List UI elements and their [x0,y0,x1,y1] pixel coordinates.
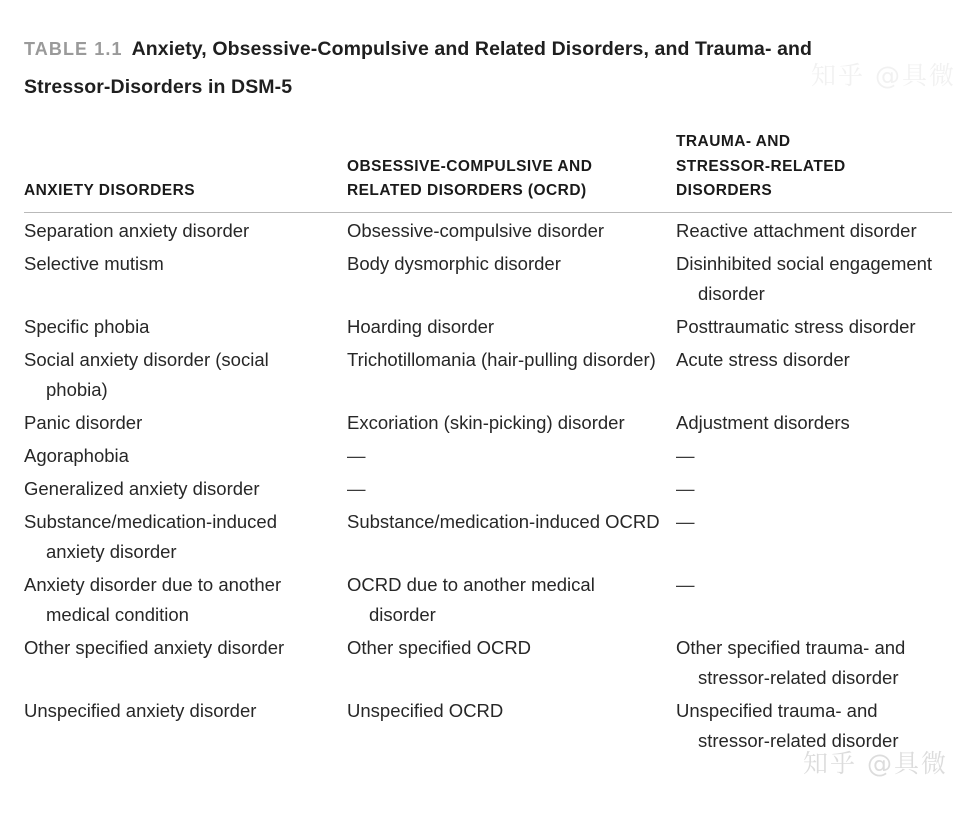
column-header-ocrd-line-1: OBSESSIVE-COMPULSIVE AND [347,157,593,175]
cell-text: Disinhibited social engagement disorder [676,252,933,304]
cell-text: Unspecified trauma- and stressor-related disorder [676,699,899,751]
cell-text: — [347,444,366,466]
table-row [24,630,952,693]
cell-trauma [676,246,952,309]
cell-trauma [676,504,952,567]
cell-ocrd [347,212,676,246]
cell-text: Generalized anxiety disorder [24,477,260,499]
cell-ocrd [347,342,676,405]
column-header-anxiety-disorders [24,130,347,212]
cell-text: Selective mutism [24,252,164,274]
cell-ocrd [347,405,676,438]
cell-anxiety [24,246,347,309]
watermark-bottom: 知乎 @具微 [803,749,948,778]
cell-text: — [676,477,695,499]
table-row [24,693,952,756]
table-header-row [24,130,952,212]
cell-ocrd [347,471,676,504]
cell-trauma [676,438,952,471]
cell-trauma [676,630,952,693]
cell-text: — [676,573,695,595]
cell-text: Excoriation (skin-picking) disorder [347,411,625,433]
cell-text: Unspecified anxiety disorder [24,699,257,721]
table-row [24,246,952,309]
cell-text: Panic disorder [24,411,143,433]
cell-ocrd [347,309,676,342]
table-row [24,405,952,438]
table-row [24,567,952,630]
cell-text: Trichotillomania (hair-pulling disorder) [347,348,656,370]
table-row [24,212,952,246]
table-caption-text: Anxiety, Obsessive-Compulsive and Related Disorders, and Trauma- and Stressor-Disorders in DSM-5 [24,38,813,98]
cell-text: Other specified OCRD [347,636,532,658]
table-row [24,471,952,504]
cell-text: Anxiety disorder due to another medical condition [24,573,282,625]
table-row [24,438,952,471]
cell-text: — [676,510,695,532]
cell-anxiety [24,630,347,693]
cell-text: Specific phobia [24,315,150,337]
cell-anxiety [24,471,347,504]
cell-trauma [676,567,952,630]
cell-trauma [676,405,952,438]
cell-text: Posttraumatic stress disorder [676,315,916,337]
cell-text: Acute stress disorder [676,348,850,370]
dsm5-disorders-table [24,130,952,756]
cell-anxiety [24,309,347,342]
cell-text: Agoraphobia [24,444,129,466]
cell-anxiety [24,438,347,471]
column-header-ocrd-line-2: RELATED DISORDERS (OCRD) [347,182,587,199]
cell-text: Other specified anxiety disorder [24,636,285,658]
cell-text: Obsessive-compulsive disorder [347,219,605,241]
cell-trauma [676,342,952,405]
cell-text: Adjustment disorders [676,411,850,433]
cell-trauma [676,693,952,756]
cell-trauma [676,309,952,342]
cell-text: Body dysmorphic disorder [347,252,561,274]
cell-trauma [676,212,952,246]
cell-text: Reactive attachment disorder [676,219,917,241]
cell-ocrd [347,630,676,693]
cell-text: OCRD due to another medical disorder [347,573,595,625]
column-header-trauma-line-3: DISORDERS [676,182,773,199]
cell-anxiety [24,504,347,567]
cell-anxiety [24,342,347,405]
cell-text: — [347,477,366,499]
table-row [24,504,952,567]
table-row [24,342,952,405]
watermark-top: 知乎 @具微 [811,61,956,90]
cell-ocrd [347,246,676,309]
cell-text: — [676,444,695,466]
column-header-trauma-line-1: TRAUMA- AND [676,133,791,150]
table-body [24,212,952,756]
cell-text: Substance/medication-induced OCRD [347,510,660,532]
cell-text: Substance/medication-induced anxiety disorder [24,510,277,562]
cell-trauma [676,471,952,504]
cell-text: Unspecified OCRD [347,699,504,721]
cell-anxiety [24,567,347,630]
table-caption-label: TABLE 1.1 [24,39,123,59]
cell-text: Other specified trauma- and stressor-related disorder [676,636,906,688]
cell-text: Hoarding disorder [347,315,495,337]
cell-ocrd [347,504,676,567]
column-header-ocrd [347,130,676,212]
table-container [24,130,952,756]
cell-ocrd [347,693,676,756]
table-header [24,130,952,212]
cell-anxiety [24,693,347,756]
cell-anxiety [24,405,347,438]
table-caption [24,0,854,106]
column-header-trauma-stressor [676,130,952,212]
column-header-anxiety-line-1: ANXIETY DISORDERS [24,182,196,199]
table-row [24,309,952,342]
cell-ocrd [347,438,676,471]
cell-text: Separation anxiety disorder [24,219,250,241]
cell-text: Social anxiety disorder (social phobia) [24,348,269,400]
cell-ocrd [347,567,676,630]
cell-anxiety [24,212,347,246]
column-header-trauma-line-2: STRESSOR-RELATED [676,157,846,175]
